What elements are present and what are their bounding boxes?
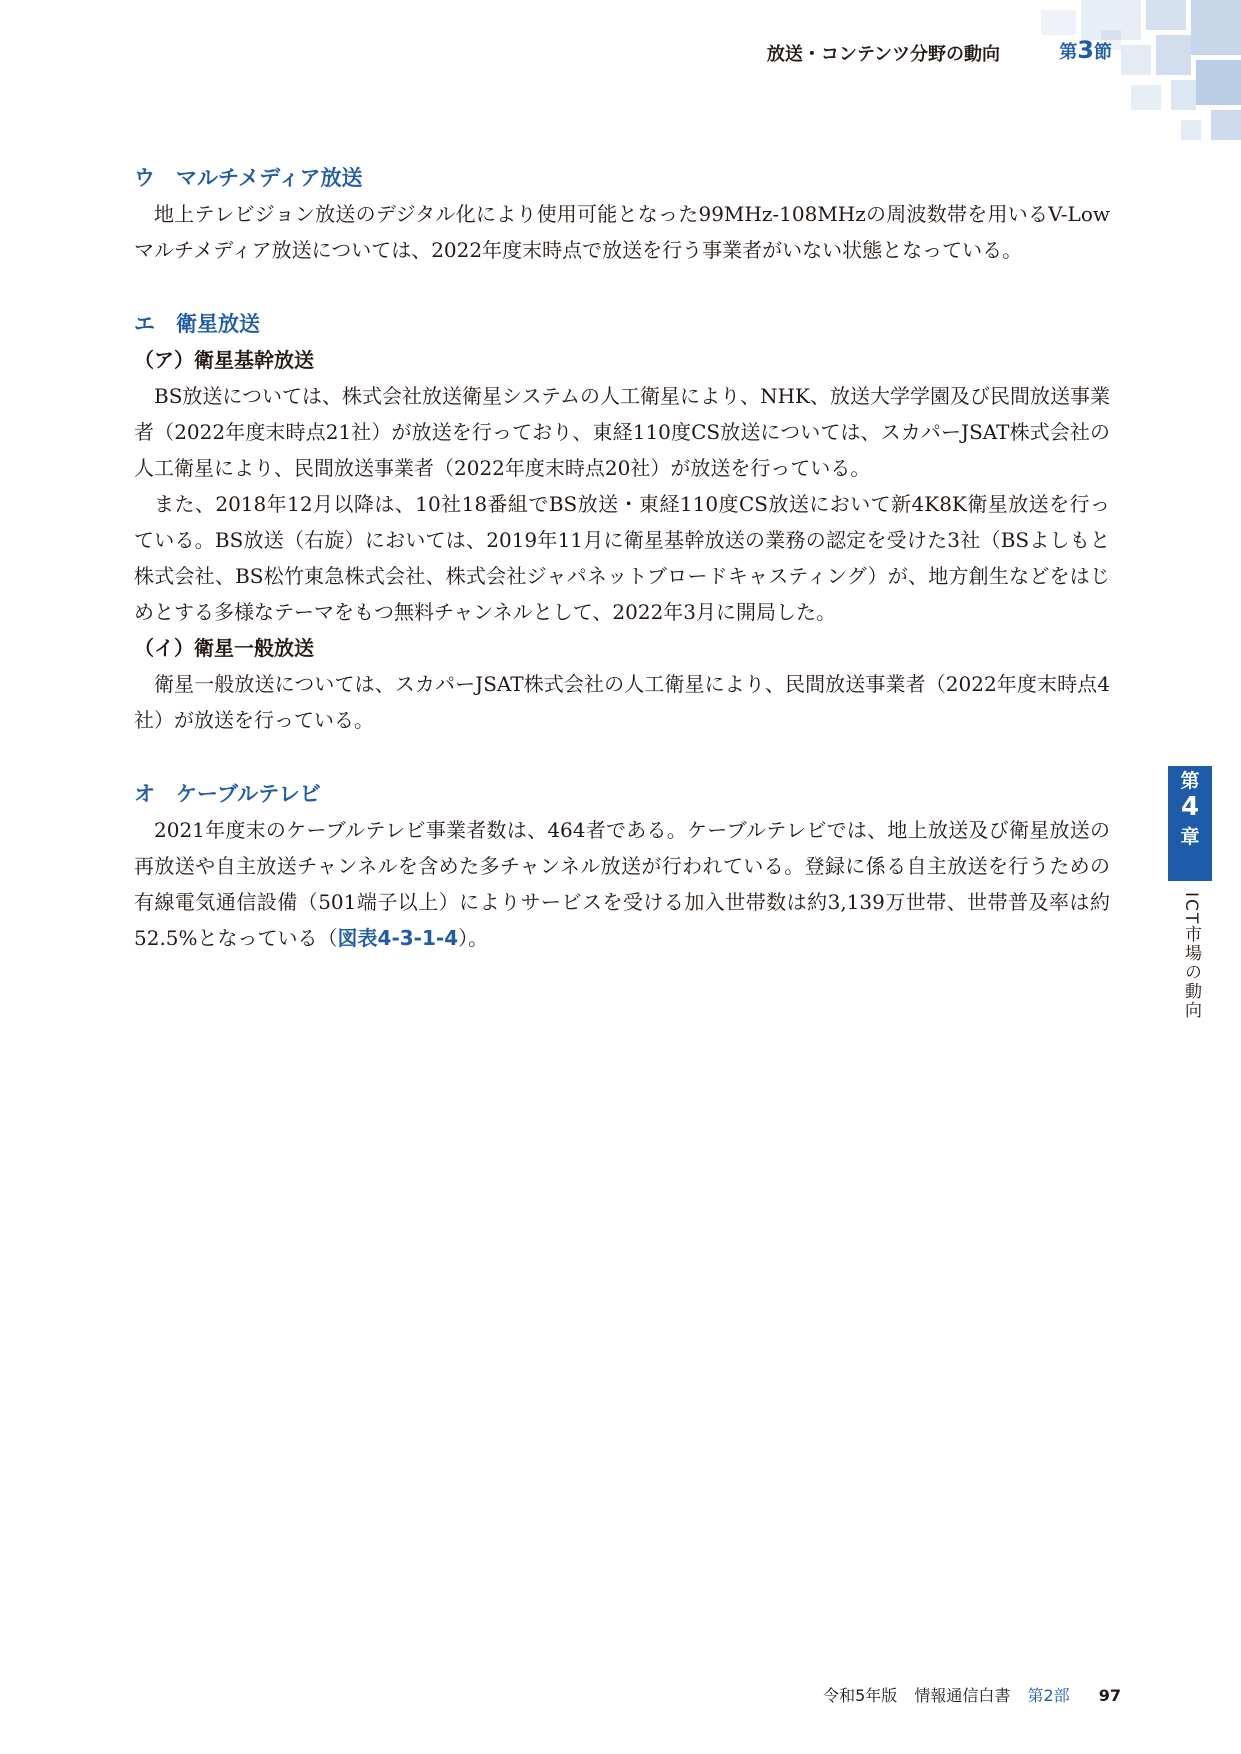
decoration-tile <box>1041 10 1076 35</box>
decoration-tile <box>1191 0 1241 55</box>
heading-multimedia-broadcasting: ウ マルチメディア放送 <box>134 166 363 190</box>
subheading-core-satellite: （ア）衛星基幹放送 <box>134 348 314 372</box>
decoration-tile <box>1131 85 1161 110</box>
heading-cable-tv: オ ケーブルテレビ <box>134 782 321 806</box>
decoration-tile <box>1156 35 1191 75</box>
footer-book: 情報通信白書 <box>914 1686 1011 1705</box>
main-content <box>134 160 1110 956</box>
section-number-value: 3 <box>1077 36 1094 64</box>
decoration-tile <box>1211 110 1241 140</box>
decoration-tile <box>1121 45 1151 75</box>
subheading-general-satellite: （イ）衛星一般放送 <box>134 636 314 660</box>
figure-reference-link[interactable]: 図表4-3-1-4 <box>337 926 459 950</box>
cable-text-end: ）。 <box>458 926 489 950</box>
page-number: 97 <box>1098 1686 1121 1705</box>
header-decoration <box>931 0 1241 140</box>
section-number <box>1059 36 1112 64</box>
paragraph-4k8k: また、2018年12月以降は、10社18番組でBS放送・東経110度CS放送において新4K8K衛星放送を行っている。BS放送（右旋）においては、2019年11月に衛星基幹放送の業務の認定を受けた3社（BSよしもと株式会社、BS松竹東急株式会社、株式会社ジャパネットブロードキャスティング）が、地方創生などをはじめとする多様なテーマをもつ無料チャンネルとして、2022年3月に開局した。 <box>134 492 1110 624</box>
chapter-label-bottom: 章 <box>1180 826 1200 848</box>
paragraph-general-satellite: 衛星一般放送については、スカパーJSAT株式会社の人工衛星により、民間放送事業者（2022年度末時点4社）が放送を行っている。 <box>134 672 1110 732</box>
cable-text: 2021年度末のケーブルテレビ事業者数は、464者である。ケーブルテレビでは、地上放送及び衛星放送の再放送や自主放送チャンネルを含めた多チャンネル放送が行われている。登録に係る自主放送を行うための有線電気通信設備（501端子以上）によりサービスを受ける加入世帯数は約3,139万世帯、世帯普及率は約52.5%となっている（ <box>134 818 1110 950</box>
chapter-tab <box>1168 766 1212 881</box>
section-prefix: 第 <box>1059 42 1078 63</box>
paragraph-multimedia: 地上テレビジョン放送のデジタル化により使用可能となった99MHz-108MHzの周波数帯を用いるV-Lowマルチメディア放送については、2022年度末時点で放送を行う事業者がいない状態となっている。 <box>134 202 1110 262</box>
chapter-label-top: 第 <box>1180 770 1200 792</box>
running-header <box>600 38 1120 68</box>
page-footer <box>811 1683 1121 1706</box>
decoration-tile <box>1146 0 1186 30</box>
chapter-title: ICT市場の動向 <box>1181 892 1201 1021</box>
paragraph-bs-cs: BS放送については、株式会社放送衛星システムの人工衛星により、NHK、放送大学学園及び民間放送事業者（2022年度末時点21社）が放送を行っており、東経110度CS放送については、スカパーJSAT株式会社の人工衛星により、民間放送事業者（2022年度末時点20社）が放送を行っている。 <box>134 384 1110 480</box>
section-title: 放送・コンテンツ分野の動向 <box>766 44 1000 65</box>
footer-edition: 令和5年版 <box>823 1686 898 1705</box>
heading-satellite-broadcasting: エ 衛星放送 <box>134 312 260 336</box>
decoration-tile <box>1171 80 1196 110</box>
decoration-tile <box>1181 120 1201 140</box>
section-suffix: 節 <box>1094 42 1112 63</box>
chapter-number: 4 <box>1180 792 1200 822</box>
paragraph-cable-tv <box>134 812 1110 956</box>
decoration-tile <box>1196 60 1241 105</box>
footer-part: 第2部 <box>1027 1686 1070 1705</box>
